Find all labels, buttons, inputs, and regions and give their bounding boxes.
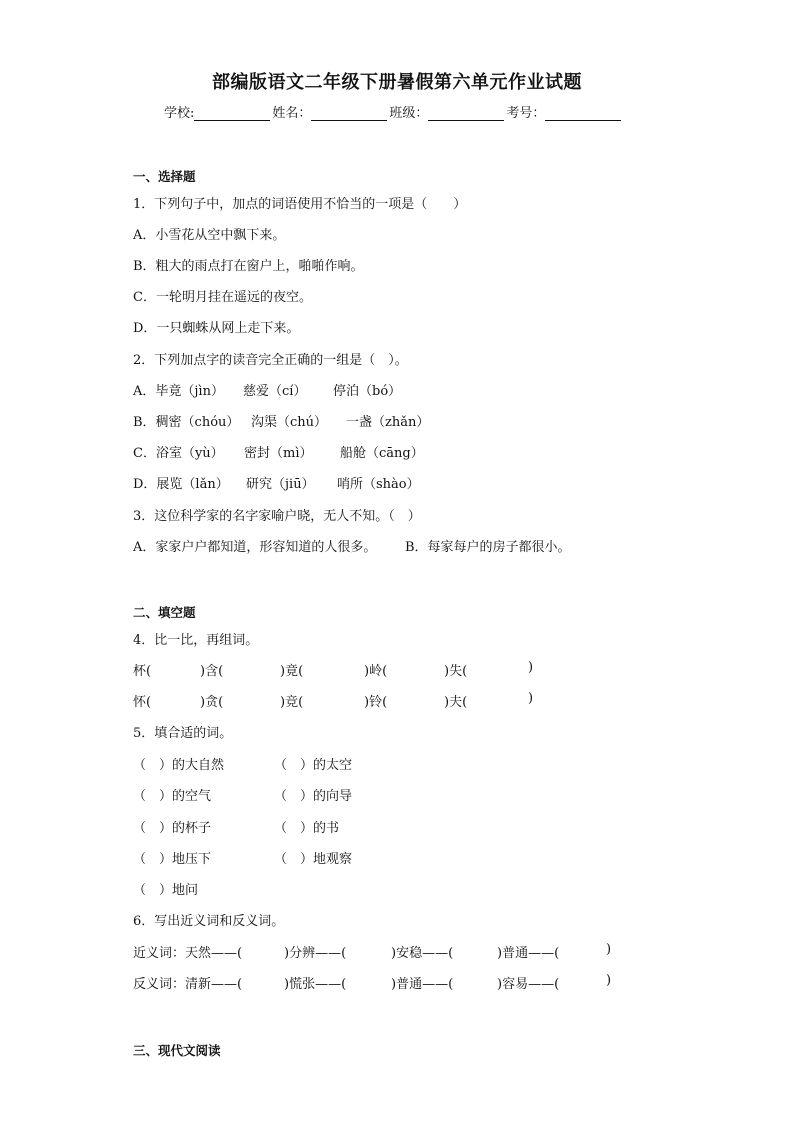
q4-row2-6: ): [528, 691, 534, 706]
q2-option-a-1: A．毕竟（jìn）: [133, 384, 224, 399]
q5-item-4: （ ）的向导: [274, 789, 353, 804]
q2-option-c-2: 密封（mì）: [244, 446, 313, 461]
q5-item-7: （ ）地压下: [133, 852, 212, 867]
q2-option-b-2: 沟渠（chú）: [251, 415, 328, 430]
section-heading-fill: 二、填空题: [133, 605, 196, 620]
q4-row1-4: )岭(: [364, 664, 388, 679]
q6-syn-1: 近义词：天然——(: [133, 946, 243, 961]
q6-stem: 6．写出近义词和反义词。: [133, 914, 285, 929]
q5-item-1: （ ）的大自然: [133, 758, 225, 773]
q2-option-a-3: 停泊（bó）: [333, 384, 402, 399]
school-blank[interactable]: [194, 106, 270, 121]
q4-row2-1: 怀(: [133, 695, 152, 710]
q6-ant-1: 反义词：清新——(: [133, 977, 243, 992]
q4-row2-3: )竞(: [280, 695, 304, 710]
q5-item-6: （ ）的书: [274, 821, 340, 836]
q2-option-a-2: 慈爱（cí）: [243, 384, 307, 399]
q6-syn-5: ): [606, 942, 612, 957]
q2-option-d-1: D．展览（lǎn）: [133, 477, 229, 492]
q6-ant-3: )普通——(: [391, 977, 454, 992]
section-heading-reading: 三、现代文阅读: [133, 1043, 221, 1058]
q6-syn-3: )安稳——(: [391, 946, 454, 961]
school-label: 学校:: [164, 106, 195, 121]
class-label: 班级：: [389, 106, 429, 121]
q1-option-c: C．一轮明月挂在遥远的夜空。: [133, 290, 312, 305]
q4-row1-2: )含(: [200, 664, 224, 679]
q3-option-a: A．家家户户都知道，形容知道的人很多。: [133, 540, 377, 555]
q2-option-b-1: B．稠密（chóu）: [133, 415, 240, 430]
q5-item-3: （ ）的空气: [133, 789, 212, 804]
q1-option-a: A．小雪花从空中飘下来。: [133, 228, 286, 243]
class-blank[interactable]: [428, 106, 504, 121]
q2-option-d-3: 哨所（shào）: [337, 477, 420, 492]
q5-item-5: （ ）的杯子: [133, 821, 212, 836]
q4-row1-1: 杯(: [133, 664, 152, 679]
q5-item-9: （ ）地问: [133, 883, 199, 898]
q2-stem: 2．下列加点字的读音完全正确的一组是（ ）。: [133, 353, 408, 368]
q4-row1-6: ): [528, 660, 534, 675]
q5-item-8: （ ）地观察: [274, 852, 353, 867]
student-info-line: [164, 102, 623, 121]
q6-syn-4: )普通——(: [497, 946, 560, 961]
q5-item-2: （ ）的太空: [274, 758, 353, 773]
q1-stem: 1．下列句子中，加点的词语使用不恰当的一项是（ ）: [133, 197, 467, 212]
q1-option-b: B．粗大的雨点打在窗户上，啪啪作响。: [133, 259, 364, 274]
q4-row2-5: )夫(: [444, 695, 468, 710]
q2-option-c-1: C．浴室（yù）: [133, 446, 224, 461]
q2-option-c-3: 船舱（cāng）: [340, 446, 424, 461]
q4-stem: 4．比一比，再组词。: [133, 633, 259, 648]
section-heading-choice: 一、选择题: [133, 169, 196, 184]
q4-row2-2: )贪(: [200, 695, 224, 710]
q1-option-d: D．一只蜘蛛从网上走下来。: [133, 321, 300, 336]
name-blank[interactable]: [311, 106, 387, 121]
q6-ant-5: ): [606, 973, 612, 988]
q2-option-b-3: 一盏（zhǎn）: [346, 415, 430, 430]
page-title: 部编版语文二年级下册暑假第六单元作业试题: [212, 72, 582, 93]
q2-option-d-2: 研究（jiū）: [246, 477, 315, 492]
q3-stem: 3．这位科学家的名字家喻户晓，无人不知。（ ）: [133, 509, 421, 524]
q6-syn-2: )分辨——(: [284, 946, 347, 961]
number-blank[interactable]: [545, 106, 621, 121]
name-label: 姓名：: [272, 106, 312, 121]
number-label: 考号：: [506, 106, 546, 121]
q5-stem: 5．填合适的词。: [133, 726, 233, 741]
q4-row2-4: )铃(: [364, 695, 388, 710]
q4-row1-5: )失(: [444, 664, 468, 679]
q3-option-b: B．每家每户的房子都很小。: [405, 540, 571, 555]
q6-ant-4: )容易——(: [497, 977, 560, 992]
q6-ant-2: )慌张——(: [284, 977, 347, 992]
q4-row1-3: )竟(: [280, 664, 304, 679]
